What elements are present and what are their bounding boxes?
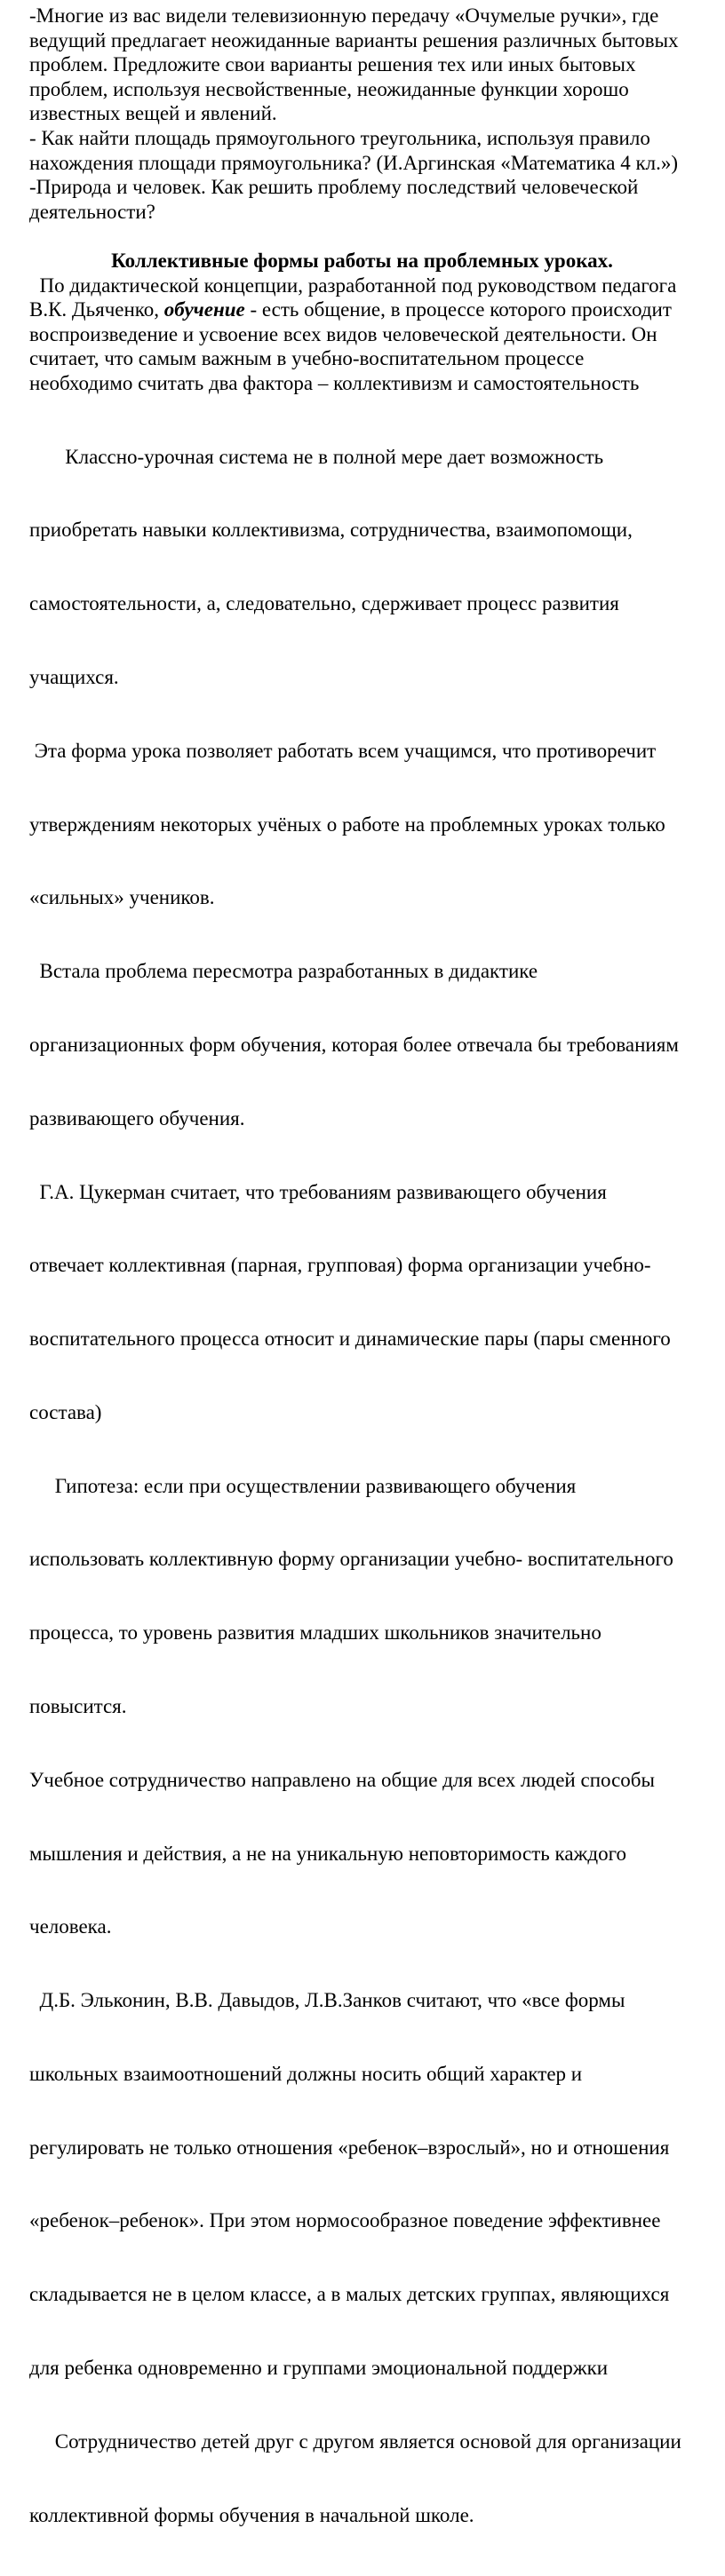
text-line: - Как найти площадь прямоугольного треугольника, используя правило — [29, 126, 713, 151]
text-line: приобретать навыки коллективизма, сотрудничества, взаимопомощи, — [29, 518, 713, 543]
text-line: утверждениям некоторых учёных о работе на проблемных уроках только — [29, 812, 713, 837]
text-line: Классно-урочная система не в полной мере дает возможность — [29, 445, 713, 470]
text-line: деятельности? — [29, 200, 713, 225]
text-line: -Многие из вас видели телевизионную передачу «Очумелые ручки», где — [29, 4, 713, 28]
text-line: По дидактической концепции, разработанной под руководством педагога — [29, 273, 713, 298]
text-line: организационных форм обучения, которая более отвечала бы требованиям — [29, 1033, 713, 1058]
text-line: проблем. Предложите свои варианты решения тех или иных бытовых — [29, 52, 713, 77]
text-line: проблем, используя несвойственные, неожиданные функции хорошо — [29, 77, 713, 102]
text-line: Сотрудничество детей друг с другом является основой для организации — [29, 2429, 713, 2454]
text-line: считает, что самым важным в учебно-воспитательном процессе — [29, 346, 713, 371]
text-line: для ребенка одновременно и группами эмоциональной поддержки — [29, 2356, 713, 2381]
text-line: учащихся. — [29, 665, 713, 690]
text-line: регулировать не только отношения «ребенок–взрослый», но и отношения — [29, 2136, 713, 2160]
text-line: Учебное сотрудничество направлено на общие для всех людей способы — [29, 1768, 713, 1793]
document-page — [0, 0, 725, 1124]
text-line: школьных взаимоотношений должны носить общий характер и — [29, 2062, 713, 2087]
text-fragment: - есть общение, в процессе которого происходит — [245, 298, 672, 321]
text-line: нахождения площади прямоугольника? (И.Аргинская «Математика 4 кл.») — [29, 151, 713, 176]
text-line: процесса, то уровень развития младших школьников значительно — [29, 1621, 713, 1645]
text-line: Эта форма урока позволяет работать всем учащимся, что противоречит — [29, 739, 713, 764]
text-line: Г.А. Цукерман считает, что требованиям развивающего обучения — [29, 1180, 713, 1205]
text-line: развивающего обучения. — [29, 1106, 713, 1131]
text-line: коллективной формы обучения в начальной школе. — [29, 2503, 713, 2528]
paragraph-dyachenko — [29, 273, 713, 396]
text-line: «сильных» учеников. — [29, 885, 713, 910]
text-line: Встала проблема пересмотра разработанных в дидактике — [29, 959, 713, 984]
text-line: использовать коллективную форму организации учебно- воспитательного — [29, 1547, 713, 1572]
text-line: человека. — [29, 1914, 713, 1939]
body-block — [29, 396, 713, 2576]
text-line: Гипотеза: если при осуществлении развивающего обучения — [29, 1474, 713, 1499]
text-line: воспитательного процесса относит и динамические пары (пары сменного — [29, 1327, 713, 1351]
text-line: самостоятельности, а, следовательно, сдерживает процесс развития — [29, 591, 713, 616]
text-line: необходимо считать два фактора – коллективизм и самостоятельность — [29, 371, 713, 396]
intro-block — [29, 4, 713, 224]
text-line: Д.Б. Эльконин, В.В. Давыдов, Л.В.Занков считают, что «все формы — [29, 1988, 713, 2013]
text-line: воспроизведение и усвоение всех видов человеческой деятельности. Он — [29, 322, 713, 347]
emphasized-term: обучение — [164, 298, 245, 321]
blank-line — [29, 224, 713, 249]
text-line: повысится. — [29, 1694, 713, 1719]
text-line: складывается не в целом классе, а в малых детских группах, являющихся — [29, 2282, 713, 2307]
text-line: «ребенок–ребенок». При этом нормосообразное поведение эффективнее — [29, 2208, 713, 2233]
text-line: -Природа и человек. Как решить проблему последствий человеческой — [29, 175, 713, 200]
text-line: ведущий предлагает неожиданные варианты решения различных бытовых — [29, 28, 713, 53]
text-line: отвечает коллективная (парная, групповая) форма организации учебно- — [29, 1253, 713, 1278]
text-line: состава) — [29, 1400, 713, 1425]
text-line: мышления и действия, а не на уникальную неповторимость каждого — [29, 1842, 713, 1867]
text-fragment: В.К. Дьяченко, — [29, 298, 164, 321]
text-line: известных вещей и явлений. — [29, 101, 713, 126]
section-heading: Коллективные формы работы на проблемных уроках. — [29, 249, 713, 273]
text-line — [29, 297, 713, 322]
